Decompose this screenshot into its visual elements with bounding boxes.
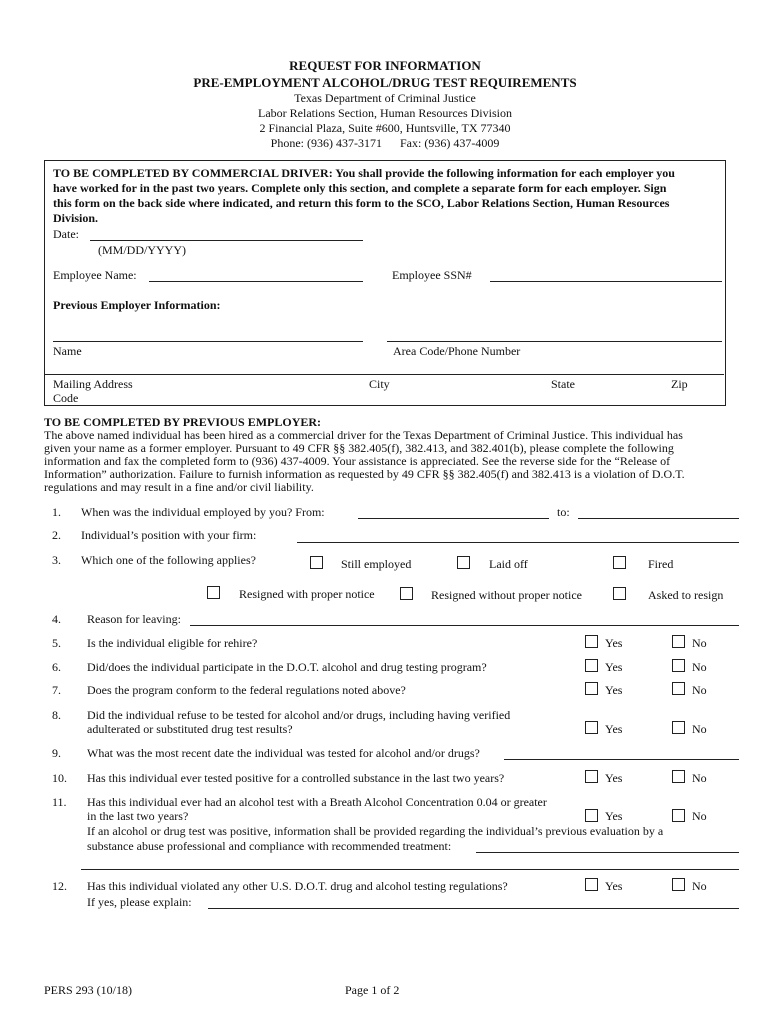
yes-label: Yes [605,636,623,650]
no-label: No [692,879,707,893]
employee-ssn-field[interactable] [490,281,722,282]
agency-address: 2 Financial Plaza, Suite #600, Huntsville, TX 77340 [259,121,511,135]
laid-off-label: Laid off [489,557,528,571]
zip-code-label: Code [53,391,79,405]
q6-yes-checkbox[interactable] [585,659,598,672]
resigned-with-notice-checkbox[interactable] [207,586,220,599]
no-label: No [692,636,707,650]
contact-line [0,136,770,151]
employer-instructions: given your name as a former employer. Pursuant to 49 CFR §§ 382.405(f), 382.413, and 382.401(b), please complete the following [44,441,674,455]
question-number: 12. [52,879,67,893]
no-label: No [692,771,707,785]
still-employed-checkbox[interactable] [310,556,323,569]
q9-date-field[interactable] [504,759,739,760]
q3-text: Which one of the following applies? [81,553,256,567]
question-number: 10. [52,771,67,785]
employee-ssn-label: Employee SSN# [392,268,472,282]
question-number: 6. [52,660,61,674]
no-label: No [692,683,707,697]
q11-treatment-field-continued[interactable] [81,869,739,870]
employer-name-field[interactable] [53,341,363,342]
q2-position-field[interactable] [297,542,739,543]
employer-section-heading: TO BE COMPLETED BY PREVIOUS EMPLOYER: [44,415,322,429]
question-number: 3. [52,553,61,567]
q5-text: Is the individual eligible for rehire? [87,636,258,650]
q1-to-label: to: [557,505,570,519]
yes-label: Yes [605,809,623,823]
question-number: 1. [52,505,61,519]
agency-name: Texas Department of Criminal Justice [294,91,476,105]
q8-text: Did the individual refuse to be tested for alcohol and/or drugs, including having verified [87,708,511,722]
mailing-address-field[interactable] [45,374,724,375]
no-label: No [692,722,707,736]
q4-reason-field[interactable] [190,625,739,626]
q10-no-checkbox[interactable] [672,770,685,783]
q12-explain-label: If yes, please explain: [87,895,192,909]
asked-to-resign-checkbox[interactable] [613,587,626,600]
q8-no-checkbox[interactable] [672,721,685,734]
driver-instructions: have worked for in the past two years. Complete only this section, and complete a separate form for each employer. Sign [53,181,667,195]
resigned-with-notice-label: Resigned with proper notice [239,587,375,601]
laid-off-checkbox[interactable] [457,556,470,569]
date-format-hint: (MM/DD/YYYY) [98,243,186,257]
question-number: 8. [52,708,61,722]
driver-instructions: this form on the back side where indicated, and return this form to the SCO, Labor Relations Section, Human Resources [53,196,670,210]
q11-treatment-field[interactable] [476,852,739,853]
city-label: City [369,377,390,391]
no-label: No [692,809,707,823]
q12-no-checkbox[interactable] [672,878,685,891]
q6-text: Did/does the individual participate in the D.O.T. alcohol and drug testing program? [87,660,487,674]
q10-yes-checkbox[interactable] [585,770,598,783]
q5-yes-checkbox[interactable] [585,635,598,648]
q11-note: substance abuse professional and compliance with recommended treatment: [87,839,452,853]
yes-label: Yes [605,722,623,736]
resigned-without-notice-label: Resigned without proper notice [431,588,582,602]
employer-instructions: regulations and may result in a fine and/or civil liability. [44,480,314,494]
division-name: Labor Relations Section, Human Resources Division [258,106,512,120]
q11-text: Has this individual ever had an alcohol test with a Breath Alcohol Concentration 0.04 or greater [87,795,547,809]
q11-no-checkbox[interactable] [672,809,685,822]
asked-to-resign-label: Asked to resign [648,588,724,602]
fired-label: Fired [648,557,674,571]
yes-label: Yes [605,879,623,893]
employer-phone-label: Area Code/Phone Number [393,344,521,358]
q8-yes-checkbox[interactable] [585,721,598,734]
form-title: REQUEST FOR INFORMATION [289,58,481,73]
form-subtitle: PRE-EMPLOYMENT ALCOHOL/DRUG TEST REQUIREMENTS [193,75,577,90]
employer-name-label: Name [53,344,82,358]
page-number: Page 1 of 2 [345,983,400,997]
q11-text: in the last two years? [87,809,189,823]
still-employed-label: Still employed [341,557,412,571]
question-number: 5. [52,636,61,650]
q8-text: adulterated or substituted drug test results? [87,722,293,736]
yes-label: Yes [605,683,623,697]
yes-label: Yes [605,771,623,785]
question-number: 9. [52,746,61,760]
date-label: Date: [53,227,79,241]
yes-label: Yes [605,660,623,674]
q5-no-checkbox[interactable] [672,635,685,648]
phone-number: Phone: (936) 437-3171 [270,136,382,150]
q10-text: Has this individual ever tested positive for a controlled substance in the last two years? [87,771,505,785]
q11-yes-checkbox[interactable] [585,809,598,822]
q9-text: What was the most recent date the individual was tested for alcohol and/or drugs? [87,746,480,760]
q7-no-checkbox[interactable] [672,682,685,695]
employee-name-field[interactable] [149,281,363,282]
form-id: PERS 293 (10/18) [44,983,133,997]
q1-to-field[interactable] [578,518,739,519]
question-number: 2. [52,528,61,542]
question-number: 11. [52,795,67,809]
employee-name-label: Employee Name: [53,268,137,282]
q2-text: Individual’s position with your firm: [81,528,257,542]
fired-checkbox[interactable] [613,556,626,569]
date-field[interactable] [90,240,363,241]
question-number: 7. [52,683,61,697]
q12-yes-checkbox[interactable] [585,878,598,891]
resigned-without-notice-checkbox[interactable] [400,587,413,600]
q6-no-checkbox[interactable] [672,659,685,672]
no-label: No [692,660,707,674]
q12-text: Has this individual violated any other U.S. D.O.T. drug and alcohol testing regulations? [87,879,508,893]
q4-text: Reason for leaving: [87,612,181,626]
q1-from-field[interactable] [358,518,549,519]
fax-number: Fax: (936) 437-4009 [400,136,500,150]
q11-note: If an alcohol or drug test was positive, information shall be provided regarding the individual’s previous evaluation by a [87,824,664,838]
q7-yes-checkbox[interactable] [585,682,598,695]
zip-label: Zip [671,377,688,391]
employer-instructions: The above named individual has been hired as a commercial driver for the Texas Department of Criminal Justice. This individual has [44,428,683,442]
q12-explain-field[interactable] [208,908,739,909]
prev-employer-heading: Previous Employer Information: [53,298,221,312]
employer-instructions: Information” authorization. Failure to furnish information as requested by 49 CFR §§ 382.405(f) and 382.413 is a violation of D.O.T. [44,467,685,481]
mailing-address-label: Mailing Address [53,377,133,391]
employer-instructions: information and fax the completed form to (936) 437-4009. Your assistance is appreciated. See the reverse side for the “Release of [44,454,671,468]
driver-instructions: Division. [53,211,99,225]
q1-text: When was the individual employed by you? From: [81,505,325,519]
q7-text: Does the program conform to the federal regulations noted above? [87,683,406,697]
state-label: State [551,377,575,391]
driver-instructions: TO BE COMPLETED BY COMMERCIAL DRIVER: You shall provide the following information for each employer you [53,166,675,180]
question-number: 4. [52,612,61,626]
employer-phone-field[interactable] [387,341,722,342]
